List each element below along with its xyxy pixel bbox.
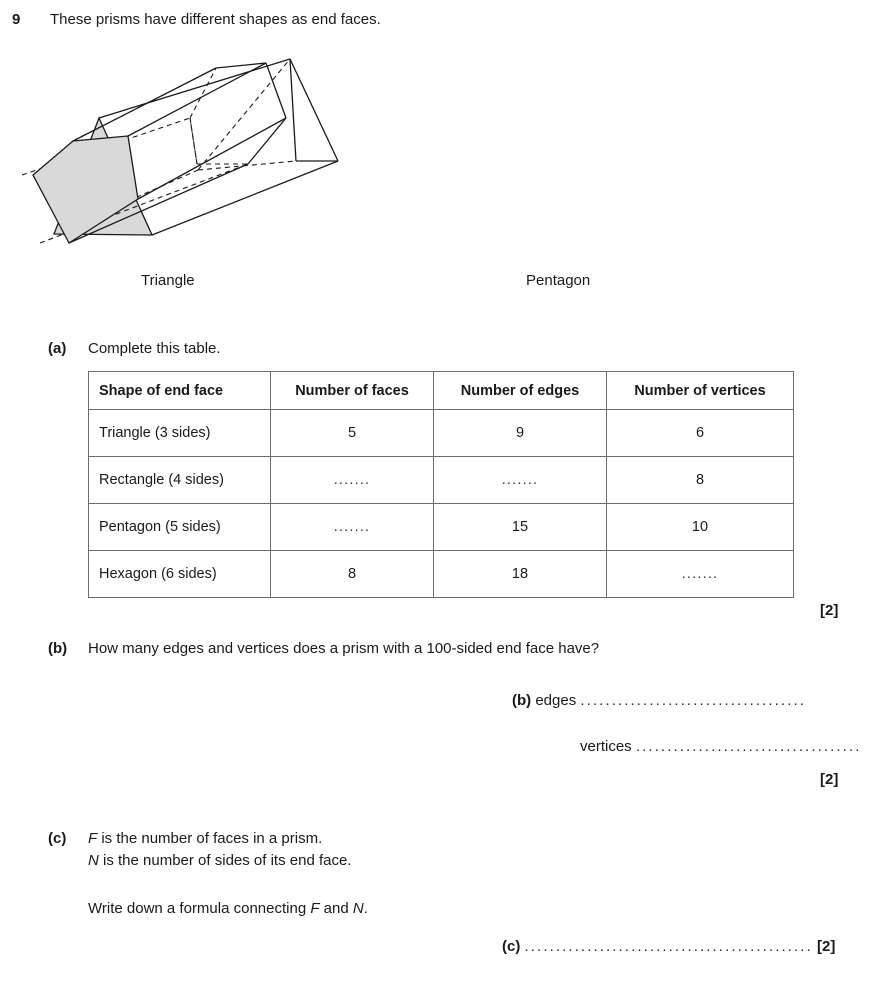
answer-field-label-vertices: vertices [580,738,632,755]
marks-part-b: [2] [820,771,839,788]
part-c-line-1-rest: is the number of faces in a prism. [97,830,323,847]
cell-vertices[interactable]: 8 [607,457,794,504]
cell-edges[interactable]: ....... [434,457,607,504]
marks-part-a: [2] [820,602,839,619]
answer-dots-formula[interactable]: .............................................. [524,938,813,955]
column-header-shape: Shape of end face [89,372,271,410]
cell-faces[interactable]: ....... [271,457,434,504]
prism-table-wrapper [88,371,793,598]
cell-faces[interactable]: 5 [271,410,434,457]
part-c-line-3 [88,900,368,917]
table-row [89,504,794,551]
column-header-faces: Number of faces [271,372,434,410]
cell-shape: Triangle (3 sides) [89,410,271,457]
question-stem: These prisms have different shapes as end faces. [50,11,381,28]
variable-f: F [88,830,98,847]
answer-row-edges [512,692,806,709]
answer-field-label-edges: edges [535,692,577,709]
table-row [89,410,794,457]
part-c-line-2-rest: is the number of sides of its end face. [98,852,352,869]
prism-properties-table [88,371,794,598]
part-b-text: How many edges and vertices does a prism with a 100-sided end face have? [88,640,600,657]
caption-triangle: Triangle [141,272,195,289]
table-row [89,457,794,504]
marks-part-c: [2] [817,938,836,955]
cell-vertices[interactable]: ....... [607,551,794,598]
column-header-vertices: Number of vertices [607,372,794,410]
part-a-label: (a) [48,340,67,357]
variable-n: N [352,900,364,917]
answer-dots-vertices[interactable]: .................................... [635,738,862,755]
part-c-line-3-mid: and [319,900,353,917]
cell-vertices[interactable]: 10 [607,504,794,551]
caption-pentagon: Pentagon [526,272,591,289]
cell-edges[interactable]: 9 [434,410,607,457]
cell-shape: Hexagon (6 sides) [89,551,271,598]
part-c-label: (c) [48,830,67,847]
cell-faces[interactable]: 8 [271,551,434,598]
pentagonal-prism-figure [22,63,286,243]
answer-dots-edges[interactable]: .................................... [580,692,807,709]
cell-vertices[interactable]: 6 [607,410,794,457]
answer-row-vertices [580,738,862,755]
cell-edges[interactable]: 18 [434,551,607,598]
variable-f: F [310,900,320,917]
table-header-row [89,372,794,410]
variable-n: N [88,852,99,869]
cell-edges[interactable]: 15 [434,504,607,551]
answer-label-b: (b) [512,692,532,709]
question-number: 9 [12,11,21,28]
part-a-text: Complete this table. [88,340,221,357]
prisms-svg [0,46,872,296]
part-c-line-2 [88,852,351,869]
cell-faces[interactable]: ....... [271,504,434,551]
cell-shape: Rectangle (4 sides) [89,457,271,504]
answer-row-formula [502,938,835,955]
answer-label-c: (c) [502,938,521,955]
part-c-line-3-post: . [363,900,368,917]
part-b-label: (b) [48,640,68,657]
cell-shape: Pentagon (5 sides) [89,504,271,551]
part-c-line-1 [88,830,322,847]
part-c-line-3-pre: Write down a formula connecting [88,900,311,917]
table-row [89,551,794,598]
column-header-edges: Number of edges [434,372,607,410]
prism-diagrams [0,46,872,296]
